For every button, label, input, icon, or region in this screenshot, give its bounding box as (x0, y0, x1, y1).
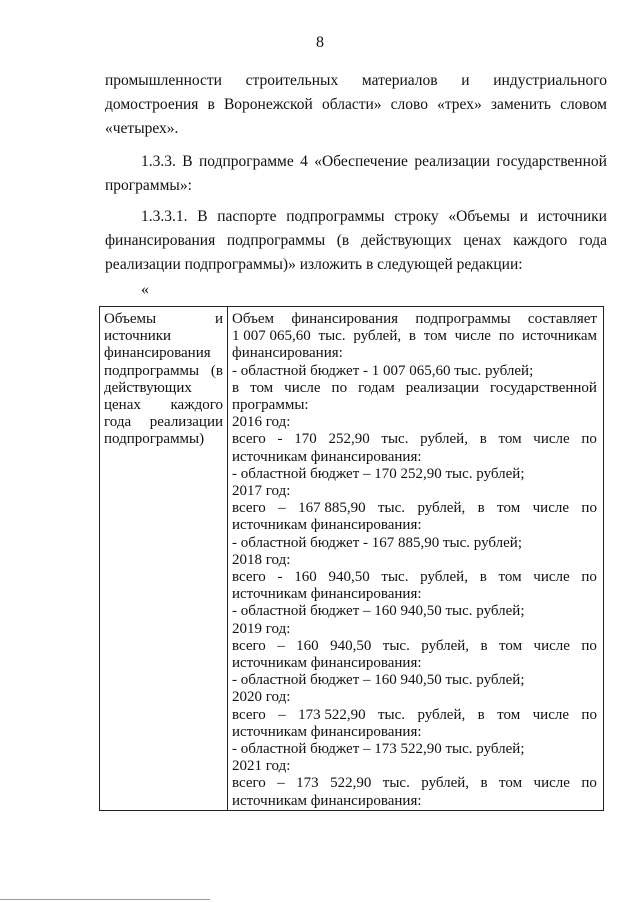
word: словом (560, 96, 607, 113)
word: подпрограмме (198, 153, 294, 170)
cell-line (104, 328, 223, 345)
word: 522,90 (330, 775, 372, 792)
word: источникам финансирования: (232, 448, 422, 465)
word: 1 007 065,60 (232, 328, 311, 345)
cell-line (104, 431, 223, 448)
word: года (104, 414, 132, 431)
word: действующих (104, 379, 192, 396)
cell-line (232, 345, 597, 362)
word: подпрограммы) (104, 431, 205, 448)
paragraph-1-3-3-1 (105, 205, 607, 277)
word: том (497, 706, 521, 723)
cell-line (232, 621, 597, 638)
word: паспорте (217, 208, 277, 225)
word: строительных (245, 72, 339, 89)
word: подпрограммы (415, 311, 511, 327)
word: источникам финансирования: (232, 723, 422, 740)
word: 160 (294, 569, 317, 586)
word: числе (533, 431, 570, 448)
word: государственной (496, 153, 607, 170)
word: финансирования: (232, 345, 343, 362)
cell-line (232, 741, 597, 758)
cell-line (104, 311, 223, 328)
word: (в (336, 232, 350, 249)
cell-line (104, 345, 223, 362)
word: - областной бюджет – 160 940,50 тыс. рублей; (232, 672, 525, 689)
word: «Объемы (448, 208, 510, 225)
word: и (461, 72, 470, 89)
cell-line (232, 552, 597, 569)
word: числе (533, 775, 570, 792)
cell-line (232, 517, 597, 534)
word: 1.3.3.1. (141, 208, 188, 225)
word: источникам (522, 328, 597, 345)
cell-line (232, 328, 597, 345)
word: и (519, 208, 528, 225)
word: индустриального (493, 72, 607, 89)
word: 4 (300, 153, 308, 170)
opening-quote: « (141, 281, 149, 298)
word: по (581, 569, 597, 586)
cell-line (232, 707, 597, 724)
word: финансирования (291, 311, 399, 327)
word: том (250, 379, 274, 396)
word: рублей, (417, 706, 466, 723)
cell-line (104, 414, 223, 431)
footer-rule (0, 899, 210, 900)
word: реализации (414, 153, 491, 170)
word: рублей, (420, 569, 468, 586)
word: числе (532, 500, 570, 517)
cell-line (232, 397, 597, 414)
word: (в (210, 362, 223, 379)
word: всего (232, 431, 266, 448)
word: финансирования (105, 232, 216, 249)
word: - областной бюджет - 1 007 065,60 тыс. рублей; (232, 362, 534, 379)
word: тыс. (378, 706, 406, 723)
cell-line (232, 535, 597, 552)
row-value-cell (228, 307, 604, 811)
justified-line (105, 205, 607, 229)
word: по (581, 500, 597, 517)
cell-line (232, 431, 597, 448)
cell-line (232, 586, 597, 603)
word: том (497, 500, 521, 517)
word: – (278, 706, 286, 723)
word: источникам финансирования: (232, 792, 422, 809)
word: каждого (513, 232, 568, 249)
word: тыс. (378, 500, 406, 517)
cell-line (104, 397, 223, 414)
word: строку (394, 208, 439, 225)
text-line: программы»: (105, 177, 192, 194)
cell-line (232, 689, 597, 706)
word: по (331, 379, 348, 396)
word: - областной бюджет – 173 522,90 тыс. рублей; (232, 741, 525, 758)
word: 1.3.3. (141, 153, 176, 170)
justified-line (105, 69, 607, 93)
word: в (408, 328, 416, 345)
word: каждого (170, 397, 223, 414)
word: тыс. (381, 569, 409, 586)
word: всего (232, 637, 266, 654)
word: Объем (232, 311, 274, 327)
word: в (232, 379, 240, 396)
word: в (479, 431, 487, 448)
justified-line (105, 93, 607, 117)
cell-line (232, 775, 597, 792)
word: в (207, 96, 215, 113)
word: по (581, 706, 597, 723)
justified-line (105, 150, 607, 174)
word: источникам финансирования: (232, 586, 422, 603)
text-line: реализации подпрограммы)» изложить в следующей редакции: (105, 256, 523, 273)
word: в (477, 500, 485, 517)
word: «Обеспечение (314, 153, 408, 170)
cell-line (232, 414, 597, 431)
word: 2020 год: (232, 689, 291, 706)
word: 2021 год: (232, 758, 291, 775)
word: подпрограммы (286, 208, 385, 225)
word: в (479, 569, 487, 586)
word: - областной бюджет – 160 940,50 тыс. рублей; (232, 603, 525, 620)
cell-line (232, 500, 597, 517)
word: реализации (149, 414, 223, 431)
word: рублей, (421, 775, 470, 792)
word: - областной бюджет – 170 252,90 тыс. рублей; (232, 465, 525, 482)
word: тыс. (382, 775, 410, 792)
word: 252,90 (328, 431, 370, 448)
cell-line (232, 466, 597, 483)
word: ценах (104, 397, 141, 414)
cell-line (232, 758, 597, 775)
word: домостроения (105, 96, 199, 113)
cell-line (104, 363, 223, 380)
word: ценах (463, 232, 502, 249)
word: программы: (232, 397, 309, 414)
cell-line (232, 363, 597, 380)
cell-line (232, 655, 597, 672)
cell-line (232, 672, 597, 689)
cell-line (232, 311, 597, 328)
word: том (498, 431, 522, 448)
word: – (277, 637, 285, 654)
passport-table (99, 306, 604, 811)
word: рублей, (353, 328, 402, 345)
row-value-text (232, 311, 597, 810)
cell-line (232, 380, 597, 397)
cell-line (232, 793, 597, 810)
word: 160 (296, 637, 319, 654)
word: составляет (527, 311, 597, 327)
word: числе (454, 328, 491, 345)
word: всего (232, 775, 266, 792)
row-header-text (104, 311, 223, 449)
word: числе (532, 706, 570, 723)
word: источникам финансирования: (232, 517, 422, 534)
word: «трех» (437, 96, 482, 113)
word: 167 885,90 (298, 500, 366, 517)
word: слово (390, 96, 428, 113)
word: области» (321, 96, 382, 113)
word: - (277, 431, 283, 448)
word: 173 522,90 (298, 706, 366, 723)
word: рублей, (417, 500, 466, 517)
word: и (214, 311, 223, 327)
word: всего (232, 500, 266, 517)
word: В (197, 208, 208, 225)
word: – (277, 775, 285, 792)
word: по (498, 328, 515, 345)
paragraph-1-3-3 (105, 150, 607, 198)
word: годам (358, 379, 395, 396)
cell-line (232, 483, 597, 500)
word: тыс. (381, 431, 409, 448)
word: промышленности (105, 72, 222, 89)
word: числе (284, 379, 321, 396)
word: подпрограммы (104, 362, 200, 379)
word: числе (533, 637, 570, 654)
word: заменить (490, 96, 551, 113)
word: - областной бюджет - 167 885,90 тыс. рублей; (232, 534, 522, 551)
word: том (499, 775, 523, 792)
word: государственной (490, 379, 597, 396)
word: рублей, (420, 431, 468, 448)
word: – (278, 500, 286, 517)
word: всего (232, 706, 266, 723)
word: по (581, 775, 597, 792)
word: 2018 год: (232, 551, 291, 568)
word: в (480, 775, 488, 792)
word: подпрограммы (226, 232, 326, 249)
word: по (581, 637, 597, 654)
row-header-cell (100, 307, 228, 811)
word: финансирования (104, 345, 211, 362)
word: рублей, (421, 637, 470, 654)
word: тыс. (382, 637, 410, 654)
word: том (498, 569, 522, 586)
word: по (581, 431, 597, 448)
word: всего (232, 569, 266, 586)
word: В (182, 153, 193, 170)
word: источникам финансирования: (232, 655, 422, 672)
cell-line (232, 638, 597, 655)
word: числе (533, 569, 570, 586)
word: в (477, 706, 485, 723)
cell-line (104, 380, 223, 397)
table-row (100, 307, 604, 811)
word: действующих (360, 232, 452, 249)
word: том (423, 328, 447, 345)
word: 2019 год: (232, 620, 291, 637)
word: источники (537, 208, 607, 225)
word: 940,50 (330, 637, 372, 654)
word: Объемы (104, 311, 157, 327)
word: материалов (361, 72, 438, 89)
word: 940,50 (328, 569, 370, 586)
word: реализации (405, 379, 480, 396)
word: в (480, 637, 488, 654)
paragraph-program-title (105, 69, 607, 141)
page-number: 8 (316, 34, 324, 51)
word: том (499, 637, 523, 654)
word: источники (104, 328, 172, 345)
justified-line (105, 229, 607, 253)
cell-line (232, 603, 597, 620)
word: года (578, 232, 607, 249)
word: 2016 год: (232, 414, 291, 431)
cell-line (232, 569, 597, 586)
word: тыс. (318, 328, 346, 345)
word: 173 (296, 775, 319, 792)
word: 170 (294, 431, 317, 448)
cell-line (232, 449, 597, 466)
word: 2017 год: (232, 483, 291, 500)
text-line: «четырех». (105, 120, 179, 137)
word: - (277, 569, 283, 586)
cell-line (232, 724, 597, 741)
word: Воронежской (223, 96, 313, 113)
